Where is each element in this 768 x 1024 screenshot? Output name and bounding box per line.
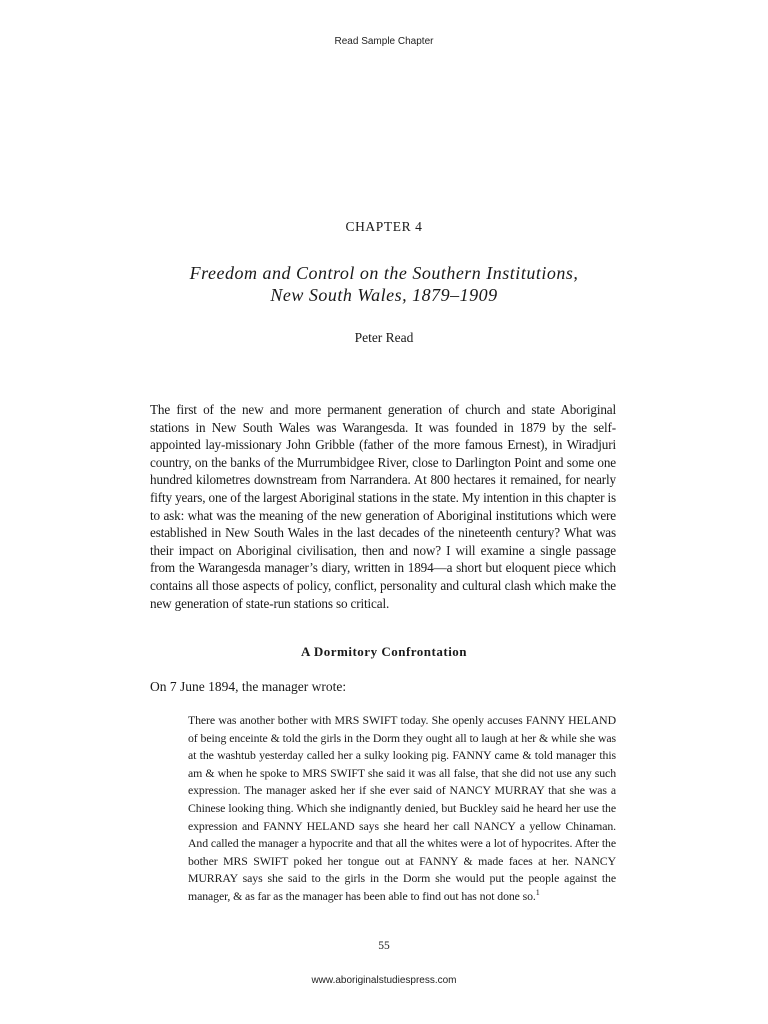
block-quote-text: There was another bother with MRS SWIFT today. She openly accuses FANNY HELAND of being enceinte & told the girls in the Dorm they ought all to laugh at her & while she was at the washtub yesterday called her a sulky looking pig. FANNY came & told manager this am & when he spoke to MRS SWIFT she said it was all false, that she did not use any such expression. The manager asked her if she ever said of NANCY MURRAY that she was a Chinese looking thing. Which she indignantly denied, but Buckley said he heard her use the expression and FANNY HELAND says she heard her call NANCY a yellow Chinaman. And called the manager a hypocrite and that all the whites were a lot of hypocrites. After the bother MRS SWIFT poked her tongue out at FANNY & made faces at her. NANCY MURRAY says she said to the girls in the Dorm she would put the people against the manager, & as far as the manager has been able to find out has not done so. [188, 713, 616, 903]
page-number: 55 [378, 940, 390, 952]
footnote-marker[interactable]: 1 [535, 888, 540, 898]
intro-paragraph: The first of the new and more permanent generation of church and state Aboriginal stations in New South Wales was Warangesda. It was founded in 1879 by the self-appointed lay-missionary John Gribble (father of the more famous Ernest), in Wiradjuri country, on the banks of the Murrumbidgee River, close to Darlington Point and some one hundred kilometres downstream from Narrandera. At 800 hectares it remained, for nearly fifty years, one of the largest Aboriginal stations in the state. My intention in this chapter is to ask: what was the meaning of the new generation of Aboriginal institutions which were established in New South Wales in the last decades of the nineteenth century? What was their impact on Aboriginal civilisation, then and now? I will examine a single passage from the Warangesda manager’s diary, written in 1894—a short but eloquent piece which contains all those aspects of policy, conflict, personality and cultural clash which make the new generation of state-run stations so critical. [150, 402, 616, 611]
footer-url[interactable]: www.aboriginalstudiespress.com [311, 975, 457, 986]
section-lead-sentence: On 7 June 1894, the manager wrote: [150, 679, 347, 694]
block-quote [188, 712, 616, 906]
chapter-title [0, 262, 768, 306]
chapter-author: Peter Read [354, 330, 414, 345]
chapter-title-line-2: New South Wales, 1879–1909 [270, 285, 498, 305]
page-header: Read Sample Chapter [334, 36, 434, 47]
section-heading: A Dormitory Confrontation [300, 644, 468, 659]
chapter-number: CHAPTER 4 [345, 219, 423, 234]
chapter-title-line-1: Freedom and Control on the Southern Institutions, [189, 263, 579, 283]
